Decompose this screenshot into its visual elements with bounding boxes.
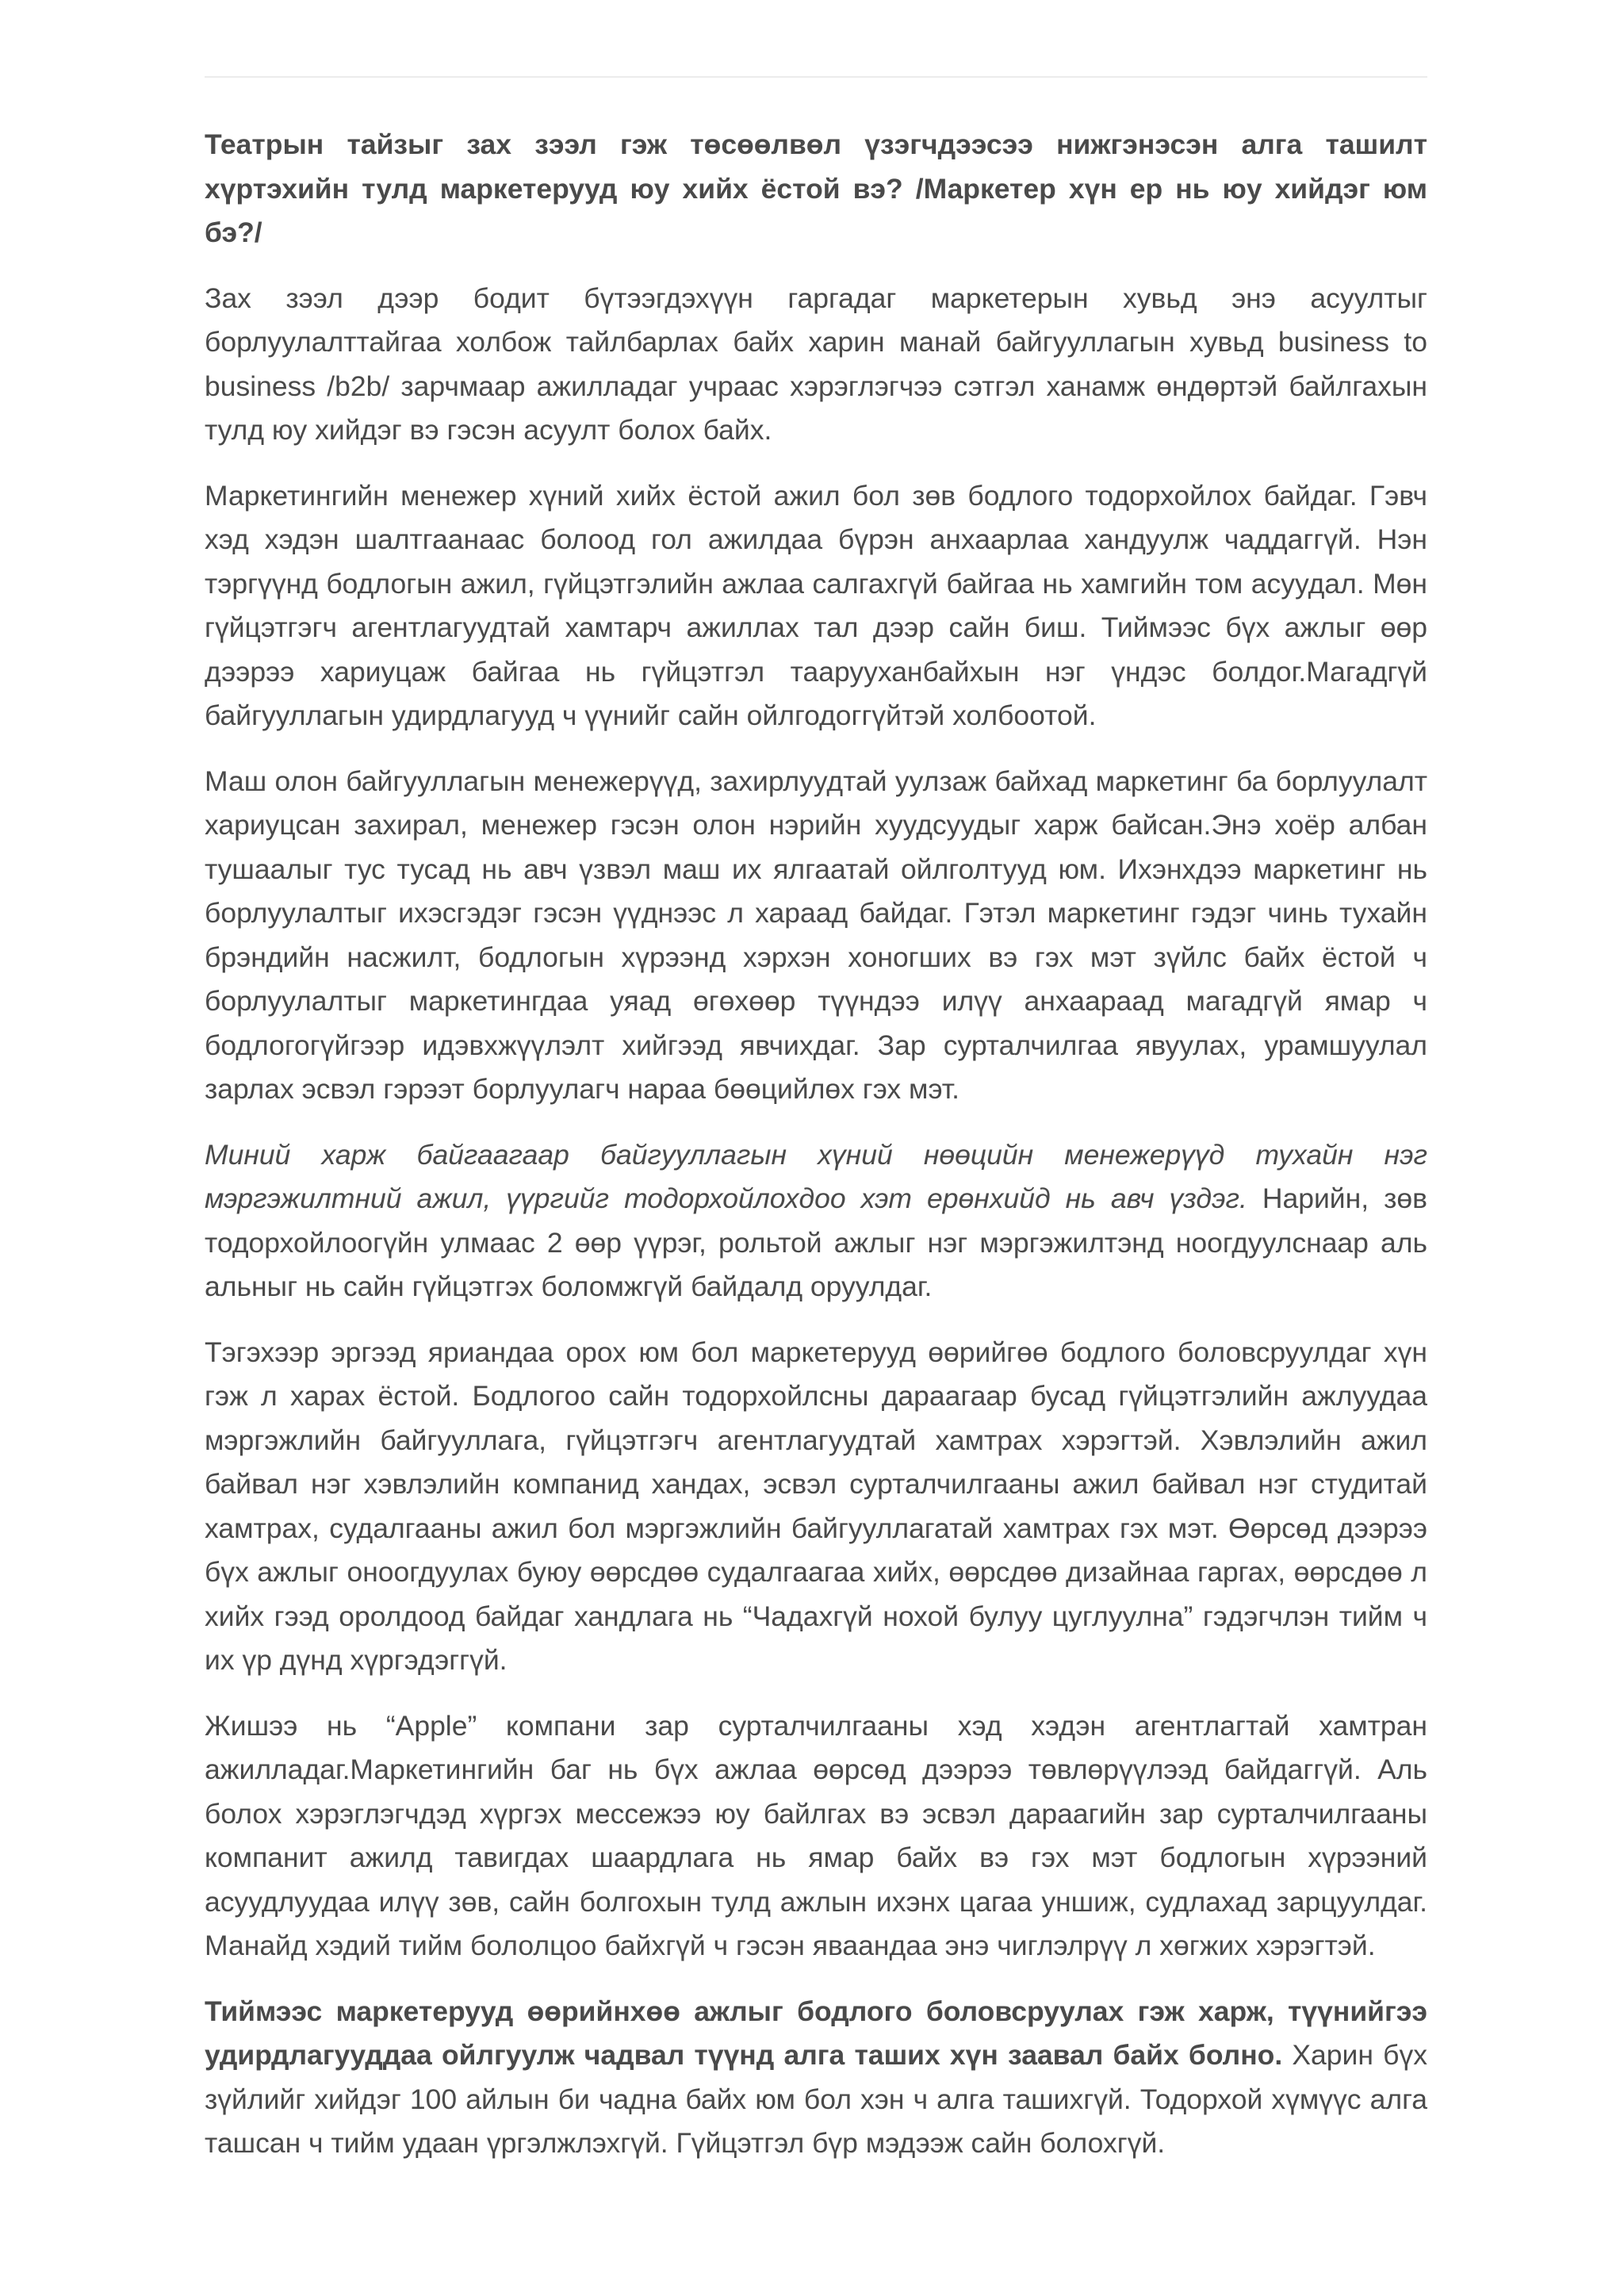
- paragraph-5: Тэгэхээр эргээд яриандаа орох юм бол маркетерууд өөрийгөө бодлого боловсруулдаг хүн гэж л харах ёстой. Бодлогоо сайн тодорхойлсны дараагаар бусад гүйцэтгэлийн ажлуудаа мэргэжлийн байгууллага, гүйцэтгэгч агентлагуудтай хамтрах хэрэгтэй. Хэвлэлийн ажил байвал нэг хэвлэлийн компанид хандах, эсвэл сурталчилгааны ажил байвал нэг студитай хамтрах, судалгааны ажил бол мэргэжлийн байгууллагатай хамтрах гэх мэт. Өөрсөд дээрээ бүх ажлыг оноогдуулах буюу өөрсдөө судалгаагаа хийх, өөрсдөө дизайнаа гаргах, өөрсдөө л хийх гээд оролдоод байдаг хандлага нь “Чадахгүй нохой булуу цуглуулна” гэдэгчлэн тийм ч их үр дүнд хүргэдэггүй.: [205, 1336, 1427, 1676]
- top-divider: [205, 76, 1427, 78]
- paragraph-4: [205, 1133, 1427, 1309]
- paragraph-3: Маш олон байгууллагын менежерүүд, захирлуудтай уулзаж байхад маркетинг ба борлуулалт хариуцсан захирал, менежер гэсэн олон нэрийн хуудсуудыг харж байсан.Энэ хоёр албан тушаалыг тус тусад нь авч үзвэл маш их ялгаатай ойлголтууд юм. Ихэнхдээ маркетинг нь борлуулалтыг ихэсгэдэг гэсэн үүднээс л хараад байдаг. Гэтэл маркетинг гэдэг чинь тухайн брэндийн насжилт, бодлогын хүрээнд хэрхэн хоногших вэ гэх мэт зүйлс байх ёстой ч борлуулалтыг маркетингдаа уяад өгөхөөр түүндээ илүү анхаараад магадгүй ямар ч бодлогогүйгээр идэвхжүүлэлт хийгээд явчихдаг. Зар сурталчилгаа явуулах, урамшуулал зарлах эсвэл гэрээт борлуулагч нараа бөөцийлөх гэх мэт.: [205, 765, 1427, 1105]
- paragraph-4-text: Нарийн, зөв тодорхойлоогүйн улмаас 2 өөр үүрэг, рольтой ажлыг нэг мэргэжилтэнд ноогдуулснаар аль альныг нь сайн гүйцэтгэх боломжгүй байдалд оруулдаг.: [205, 1182, 1428, 1302]
- paragraph-4-italic: Миний харж байгаагаар байгууллагын хүний нөөцийн менежерүүд тухайн нэг мэргэжилтний ажил, үүргийг тодорхойлохдоо хэт ерөнхийд нь авч үздэг.: [205, 1138, 1427, 1214]
- article-heading: Театрын тайзыг зах зээл гэж төсөөлвөл үзэгчдээсээ нижгэнэсэн алга ташилт хүртэхийн тулд маркетерууд юу хийх ёстой вэ? /Маркетер хүн ер нь юу хийдэг юм бэ?/: [205, 128, 1427, 248]
- paragraph-7: [205, 1990, 1427, 2166]
- paragraph-7-text: Харин бүх зүйлийг хийдэг 100 айлын би чадна байх юм бол хэн ч алга ташихгүй. Тодорхой хүмүүс алга ташсан ч тийм удаан үргэлжлэхгүй. Гүйцэтгэл бүр мэдээж сайн болохгүй.: [205, 2039, 1427, 2159]
- paragraph-7-bold: Тиймээс маркетерууд өөрийнхөө ажлыг бодлого боловсруулах гэж харж, түүнийгээ удирдлагууддаа ойлгуулж чадвал түүнд алга таших хүн заавал байх болно.: [205, 1995, 1427, 2071]
- paragraph-2: Маркетингийн менежер хүний хийх ёстой ажил бол зөв бодлого тодорхойлох байдаг. Гэвч хэд хэдэн шалтгаанаас болоод гол ажилдаа бүрэн анхаарлаа хандуулж чаддаггүй. Нэн тэргүүнд бодлогын ажил, гүйцэтгэлийн ажлаа салгахгүй байгаа нь хамгийн том асуудал. Мөн гүйцэтгэгч агентлагуудтай хамтарч ажиллах тал дээр сайн биш. Тиймээс бүх ажлыг өөр дээрээ хариуцаж байгаа нь гүйцэтгэл таарууханбайхын нэг үндэс болдог.Магадгүй байгууллагын удирдлагууд ч үүнийг сайн ойлгодоггүйтэй холбоотой.: [205, 479, 1427, 731]
- article-body: [205, 123, 1427, 2187]
- paragraph-6: Жишээ нь “Apple” компани зар сурталчилгааны хэд хэдэн агентлагтай хамтран ажилладаг.Маркетингийн баг нь бүх ажлаа өөрсөд дээрээ төвлөрүүлээд байдаггүй. Аль болох хэрэглэгчдэд хүргэх мессежээ юу байлгах вэ эсвэл дараагийн зар сурталчилгааны компанит ажилд тавигдах шаардлага нь ямар байх вэ гэх мэт бодлогын хүрээний асуудлуудаа илүү зөв, сайн болгохын тулд ажлын ихэнх цагаа уншиж, судлахад зарцуулдаг. Манайд хэдий тийм бололцоо байхгүй ч гэсэн яваандаа энэ чиглэлрүү л хөгжих хэрэгтэй.: [205, 1709, 1427, 1961]
- paragraph-1: Зах зээл дээр бодит бүтээгдэхүүн гаргадаг маркетерын хувьд энэ асуултыг борлуулалттайгаа холбож тайлбарлах байх харин манай байгууллагын хувьд business to business /b2b/ зарчмаар ажилладаг учраас хэрэглэгчээ сэтгэл ханамж өндөртэй байлгахын тулд юу хийдэг вэ гэсэн асуулт болох байх.: [205, 282, 1427, 446]
